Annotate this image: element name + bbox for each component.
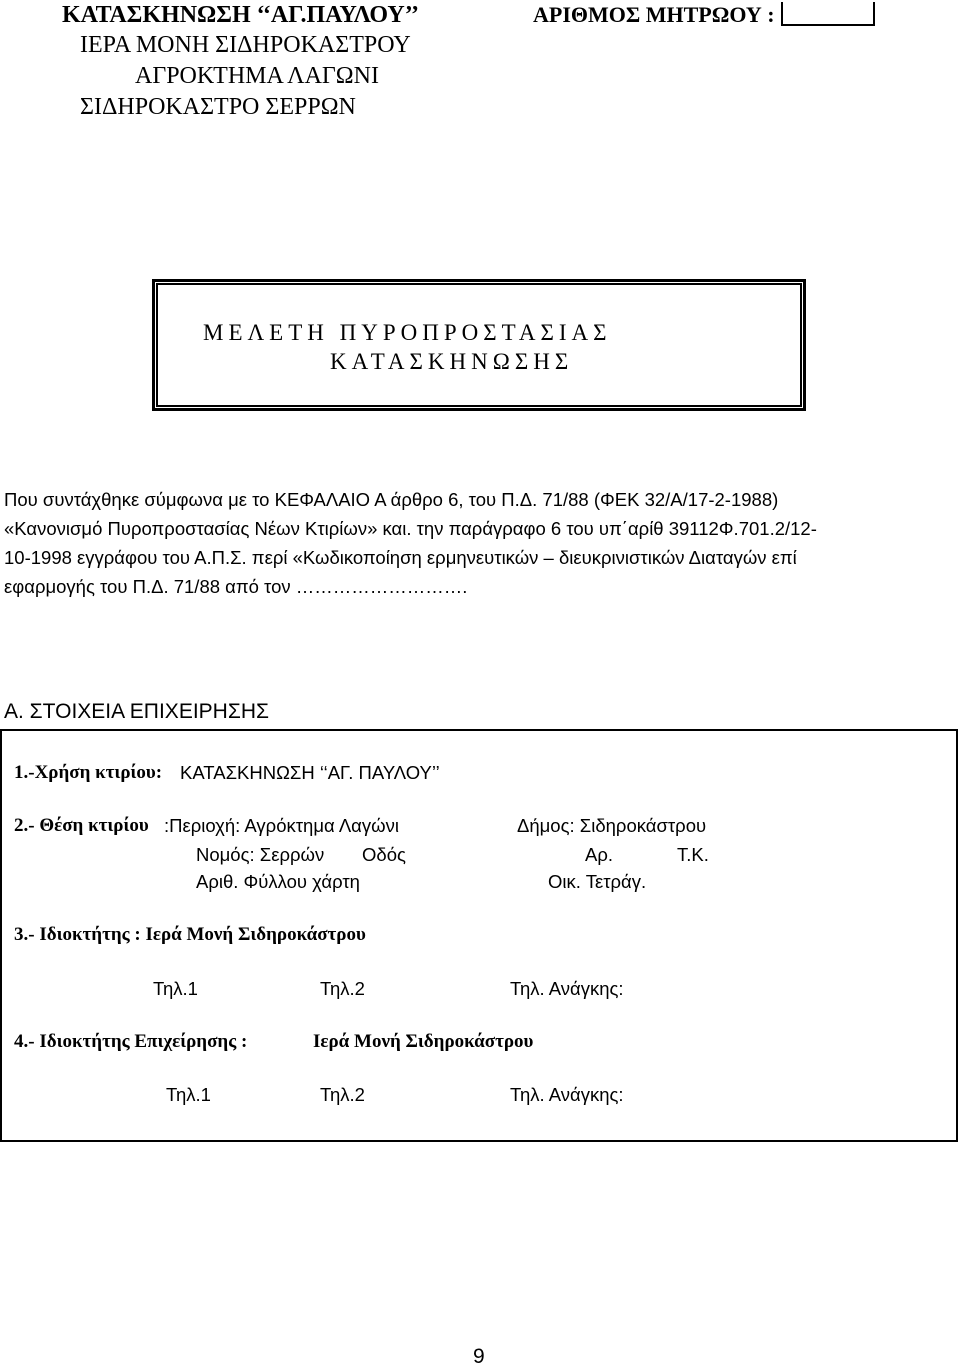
business-tel1: Τηλ.1 [166,1084,211,1105]
business-tel2: Τηλ.2 [320,1084,365,1105]
header-line-3: ΑΓΡΟΚΤΗΜΑ ΛΑΓΩΝΙ [135,63,379,89]
para-line-4: εφαρμογής του Π.Δ. 71/88 από τον ………………………. [4,576,468,597]
section-a-title: Α. ΣΤΟΙΧΕΙΑ ΕΠΙΧΕΙΡΗΣΗΣ [4,700,269,723]
para-line-1: Που συντάχθηκε σύμφωνα με το ΚΕΦΑΛΑΙΟ Α άρθρο 6, του Π.Δ. 71/88 (ΦΕΚ 32/Α/17-2-1988) [4,489,779,510]
para-line-3: 10-1998 εγγράφου του Α.Π.Σ. περί «Κωδικοποίηση ερμηνευτικών – διευκρινιστικών Διαταγών επί [4,547,797,568]
location-municipality: Δήμος: Σιδηροκάστρου [517,815,707,836]
business-emergency-tel: Τηλ. Ανάγκης: [510,1084,624,1105]
business-owner-label: 4.- Ιδιοκτήτης Επιχείρησης : [14,1031,248,1052]
registry-number [533,2,875,28]
header-line-2: ΙΕΡΑ ΜΟΝΗ ΣΙΔΗΡΟΚΑΣΤΡΟΥ [80,32,411,58]
para-line-2: «Κανονισμό Πυροπροστασίας Νέων Κτιρίων» και. την παράγραφο 6 του υπ΄αρίθ 39112Φ.701.2/12- [4,518,817,539]
location-prefecture: Νομός: Σερρών [196,844,325,865]
study-title-box [152,279,806,411]
owner-tel1: Τηλ.1 [153,978,198,999]
location-postal-code: Τ.Κ. [677,844,709,865]
location-number: Αρ. [585,844,614,865]
location-map-sheet: Αριθ. Φύλλου χάρτη [196,871,360,892]
owner-emergency-tel: Τηλ. Ανάγκης: [510,978,624,999]
use-label: 1.-Χρήση κτιρίου: [14,762,163,783]
page-number: 9 [473,1345,485,1368]
owner-label: 3.- Ιδιοκτήτης : Ιερά Μονή Σιδηροκάστρου [14,924,366,945]
location-block: Οικ. Τετράγ. [548,871,647,892]
study-title-line-1: ΜΕΛΕΤΗ ΠΥΡΟΠΡΟΣΤΑΣΙΑΣ [203,320,612,345]
business-owner-value: Ιερά Μονή Σιδηροκάστρου [313,1031,534,1052]
location-street: Οδός [362,844,406,865]
owner-tel2: Τηλ.2 [320,978,365,999]
registry-field[interactable] [781,2,875,26]
header-line-4: ΣΙΔΗΡΟΚΑΣΤΡΟ ΣΕΡΡΩΝ [80,94,356,120]
study-title-line-2: ΚΑΤΑΣΚΗΝΩΣΗΣ [330,349,574,374]
use-value: ΚΑΤΑΣΚΗΝΩΣΗ ‘‘ΑΓ. ΠΑΥΛΟΥ’’ [180,762,440,783]
location-area: :Περιοχή: Αγρόκτημα Λαγώνι [164,815,399,836]
registry-label: ΑΡΙΘΜΟΣ ΜΗΤΡΩΟΥ : [533,2,775,27]
header-line-1: ΚΑΤΑΣΚΗΝΩΣΗ ‘‘ΑΓ.ΠΑΥΛΟΥ’’ [62,2,419,28]
location-label: 2.- Θέση κτιρίου [14,815,149,836]
